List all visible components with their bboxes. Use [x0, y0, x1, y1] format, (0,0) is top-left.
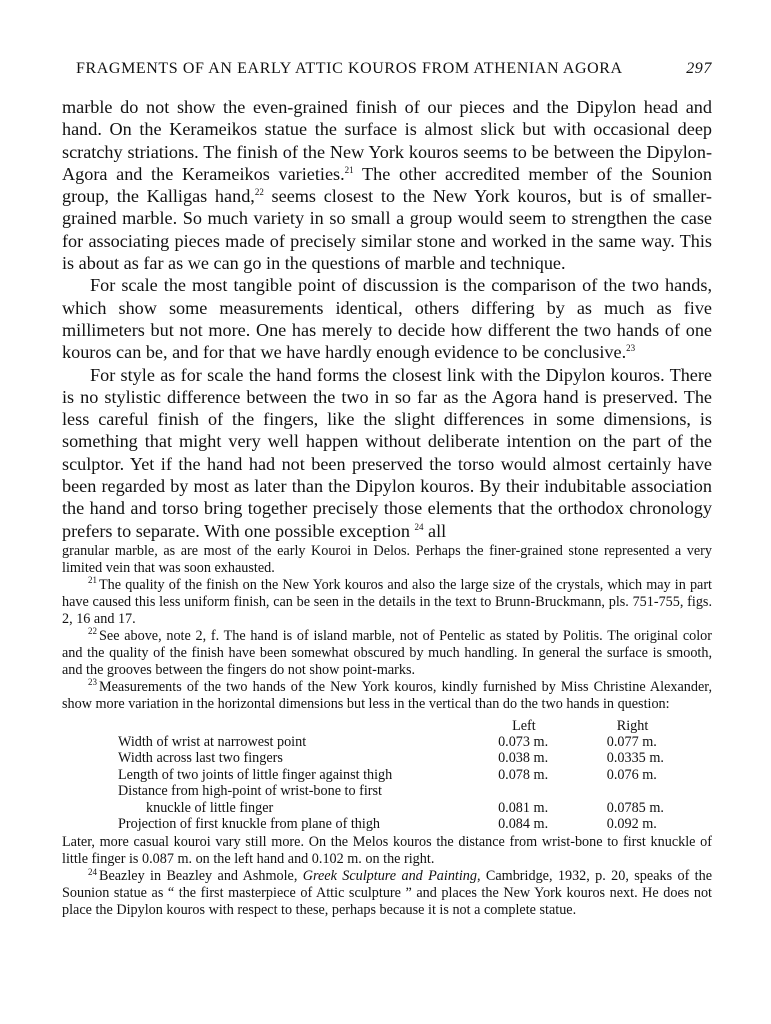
column-header-right: Right	[616, 717, 649, 734]
footnote-23: $^{23}$ Measurements of the two hands of the New York kouros, kindly furnished by Miss Christine Alexander, show more variation in the horizontal dimensions but less in the vertical than do the two hands in question:	[62, 677, 712, 712]
footnotes	[62, 543, 712, 919]
table-row: Length of two joints of little finger against thigh 0.078 m. 0.076 m.	[118, 766, 657, 783]
table-row: Width of wrist at narrowest point 0.073 m. 0.077 m.	[118, 734, 657, 750]
paragraph-2: For scale the most tangible point of discussion is the comparison of the two hands, which show some measurements identical, others differing by as much as five millimeters but not more. One has merely to decide how different the two hands of one kouros can be, and for that we have hardly enough evidence to be conclusive.$^{23}$	[62, 275, 712, 363]
footnote-ref-21[interactable]: 21	[344, 164, 354, 175]
footnote-continuation: granular marble, as are most of the early Kouroi in Delos. Perhaps the finer-grained stone represented a very limited vein that was soon exhausted.	[62, 543, 712, 576]
footnote-24: $^{24}$ Beazley in Beazley and Ashmole, Greek Sculpture and Painting, Cambridge, 1932, p. 20, speaks of the Sounion statue as “ the first masterpiece of Attic sculpture ” and places the New York kouros next. He does not place the Dipylon kouros with respect to these, perhaps because it is not a complete statue.	[62, 866, 713, 919]
footnote-21: $^{21}$ The quality of the finish on the New York kouros and also the large size of the crystals, which may in part have caused this less uniform finish, can be seen in the details in the text to Brunn-Bruckmann, pls. 751-755, figs. 2, 16 and 17.	[62, 575, 712, 627]
footnote-number: 22	[88, 626, 97, 637]
table-row: Width across last two fingers 0.038 m. 0.0335 m.	[118, 750, 664, 767]
footnote-number: 24	[88, 866, 97, 877]
footnote-22: $^{22}$ See above, note 2, f. The hand is of island marble, not of Pentelic as stated by Politis. The original color and the quality of the finish have been somewhat obscured by much handling. In general the surface is smooth, and the grooves between the fingers do not show point-marks.	[62, 626, 712, 678]
table-row: Projection of first knuckle from plane of thigh 0.084 m. 0.092 m.	[118, 816, 657, 833]
table-row: Distance from high-point of wrist-bone to first	[118, 783, 382, 800]
paragraph-3: For style as for scale the hand forms the closest link with the Dipylon kouros. There is no stylistic difference between the two in so far as the Agora hand is preserved. The less careful finish of the fingers, like the slight differences in some dimensions, is something that might very well happen without deliberate intention on the part of the sculptor. Yet if the hand had not been preserved the torso would almost certainly have been regarded by most as later than the Dipylon kouros. By their indubitable association the hand and torso bring together precisely those elements that the orthodox chronology prefers to separate. With one possible exception $^{24}$ all	[62, 364, 712, 541]
page-number: 297	[686, 60, 712, 77]
column-header-left: Left	[512, 717, 536, 734]
measurements-table	[118, 715, 712, 832]
footnote-ref-22[interactable]: 22	[254, 187, 264, 198]
paragraph-1: marble do not show the even-grained finish of our pieces and the Dipylon head and hand. On the Kerameikos statue the surface is almost slick but with occasional deep scratchy striations. The finish of the New York kouros seems to be between the Dipylon-Agora and the Kerameikos varieties.$^{21}$ The other accredited member of the Sounion group, the Kalligas hand,$^{22}$ seems closest to the New York kouros, but is of smaller-grained marble. So much variety in so small a group would seem to strengthen the case for associating pieces made of precisely similar stone and worked in the same way. This is about as far as we can go in the questions of marble and technique.	[62, 97, 712, 274]
table-row: knuckle of little finger 0.081 m. 0.0785 m.	[146, 799, 664, 816]
running-title: FRAGMENTS OF AN EARLY ATTIC KOUROS FROM ATHENIAN AGORA	[76, 60, 623, 77]
main-text	[62, 96, 712, 542]
footnote-number: 21	[88, 575, 97, 586]
table-header-row	[118, 715, 712, 734]
footnote-ref-23[interactable]: 23	[626, 343, 636, 354]
footnote-23-continuation: Later, more casual kouroi vary still more. On the Melos kouros the distance from wrist-bone to first knuckle of little finger is 0.087 m. on the left hand and 0.102 m. on the right.	[62, 834, 712, 868]
running-header	[62, 60, 712, 84]
footnote-number: 23	[88, 677, 97, 688]
footnote-ref-24[interactable]: 24	[414, 521, 424, 532]
cited-title: Greek Sculpture and Painting	[302, 868, 477, 885]
